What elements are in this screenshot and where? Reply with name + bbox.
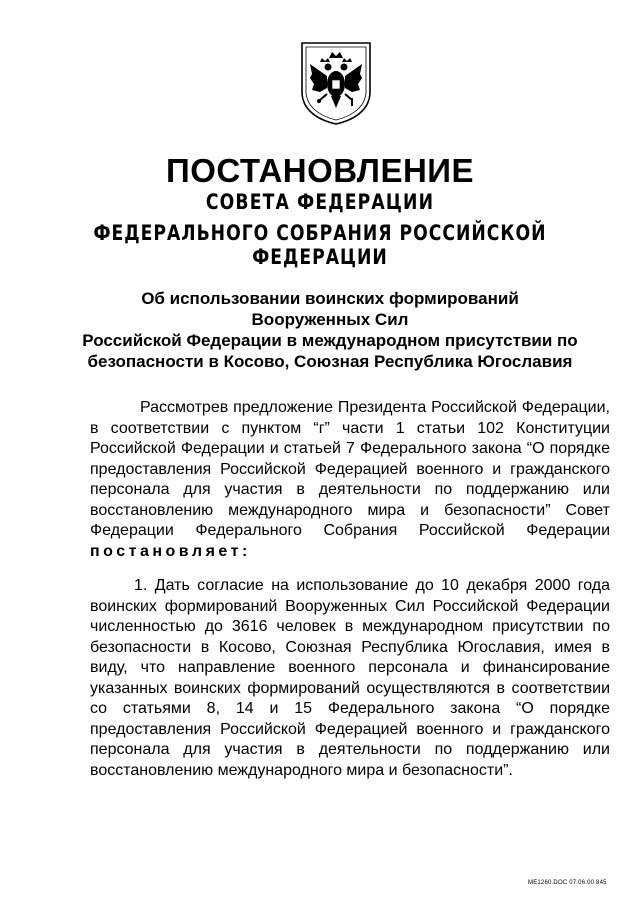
issuing-body: СОВЕТА ФЕДЕРАЦИИ: [205, 190, 435, 214]
coat-of-arms-icon: [298, 40, 374, 126]
preamble-text: Рассмотрев предложение Президента Российской Федерации, в соответствии с пунктом “г” части 1 статьи 102 Конституции Российской Федерации и статьей 7 Федерального закона “О порядке предоставления Российской Федерацией военного и гражданского персонала для участия в деятельности по поддержанию или восстановлению международного мира и безопасности” Совет Федерации Федерального Собрания Российской Федерации: [90, 399, 610, 539]
heading-line-3: безопасности в Косово, Союзная Республика Югославия: [87, 352, 573, 371]
clause-1-paragraph: [90, 576, 610, 781]
preamble-paragraph: [90, 398, 610, 562]
heading-line-2: Российской Федерации в международном присутствии по: [82, 331, 578, 350]
document-title: ПОСТАНОВЛЕНИЕ: [165, 152, 475, 189]
issuing-body-parent: ФЕДЕРАЛЬНОГО СОБРАНИЯ РОССИЙСКОЙ ФЕДЕРАЦИИ: [93, 221, 547, 269]
file-footer: МЕ1260.DOC 07.06.00 845: [528, 880, 607, 886]
resolves-word: постановляет:: [90, 542, 251, 560]
document-heading: [80, 288, 580, 372]
clause-1-text: 1. Дать согласие на использование до 10 декабря 2000 года воинских формирований Вооруженных Сил Российской Федерации численностью до 3616 человек в международном присутствии по безопасности в Косово, Союзная Республика Югославия, имея в виду, что направление военного персонала и финансирование указанных воинских формирований осуществляются в соответствии со статьями 8, 14 и 15 Федерального закона “О порядке предоставления Российской Федерацией военного и гражданского персонала для участия в деятельности по поддержанию или восстановлению международного мира и безопасности”.: [90, 577, 610, 779]
heading-line-1: Об использовании воинских формирований Вооруженных Сил: [141, 289, 519, 329]
